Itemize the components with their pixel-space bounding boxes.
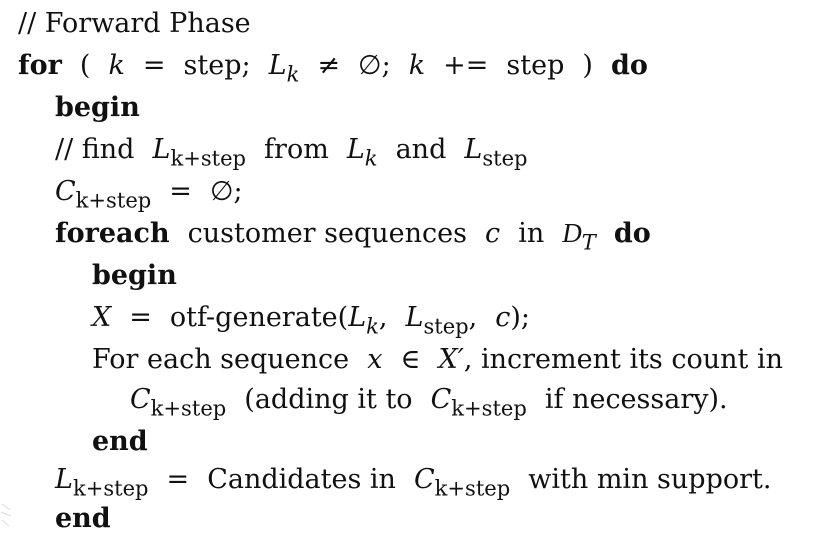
var-L: L bbox=[55, 464, 73, 495]
subscript-step: step bbox=[423, 313, 469, 339]
step-word: step bbox=[183, 50, 242, 81]
subscript-k-plus-step: k+step bbox=[75, 187, 152, 213]
var-C: C bbox=[430, 384, 452, 415]
line-comment-forward-phase bbox=[18, 10, 251, 37]
for-keyword: for bbox=[18, 50, 62, 81]
begin-keyword: begin bbox=[55, 92, 140, 123]
line-begin-inner bbox=[92, 262, 177, 289]
from-word: from bbox=[264, 134, 329, 165]
line-for-each-sequence bbox=[92, 346, 783, 373]
comma: , bbox=[468, 302, 478, 333]
line-end-inner bbox=[92, 428, 148, 455]
line-end-outer bbox=[55, 505, 111, 532]
customer-sequences-text: customer sequences bbox=[187, 218, 467, 249]
otf-generate-call: otf-generate( bbox=[169, 302, 349, 333]
subscript-k-plus-step: k+step bbox=[150, 395, 227, 421]
var-D: D bbox=[562, 218, 582, 248]
var-k: k bbox=[108, 50, 125, 81]
semicolon: ; bbox=[233, 176, 243, 207]
if-necessary-text: if necessary). bbox=[544, 384, 728, 415]
line-candidates bbox=[55, 464, 772, 501]
line-otf-generate bbox=[92, 302, 531, 339]
foreach-keyword: foreach bbox=[55, 218, 170, 249]
sub-k: k bbox=[364, 145, 378, 171]
adding-text: (adding it to bbox=[244, 384, 413, 415]
for-open-paren: ( bbox=[79, 50, 91, 81]
var-C: C bbox=[55, 176, 76, 207]
and-word: and bbox=[395, 134, 447, 165]
scan-artifact-mark bbox=[0, 500, 14, 530]
subscript-k-plus-step: k+step bbox=[434, 475, 511, 501]
var-x: x bbox=[367, 344, 383, 375]
var-C: C bbox=[413, 464, 435, 495]
var-L: L bbox=[405, 302, 424, 333]
not-equal-sign: ≠ bbox=[317, 50, 340, 81]
var-c: c bbox=[495, 302, 511, 333]
comment-find: // find bbox=[55, 134, 135, 165]
var-L: L bbox=[464, 134, 483, 165]
line-begin-outer bbox=[55, 94, 140, 121]
equals-sign: = bbox=[142, 50, 166, 81]
subscript-k-plus-step: k+step bbox=[451, 395, 527, 421]
element-of-symbol: ∈ bbox=[400, 344, 421, 375]
var-L: L bbox=[152, 134, 171, 165]
with-min-support-text: with min support. bbox=[528, 464, 772, 495]
subscript-step: step bbox=[482, 145, 528, 171]
line-comment-find bbox=[55, 134, 528, 171]
candidates-in-text: Candidates in bbox=[207, 464, 396, 495]
increment-text: , increment its count in bbox=[463, 344, 783, 375]
end-keyword: end bbox=[92, 426, 148, 457]
semicolon: ; bbox=[381, 50, 391, 81]
line-foreach bbox=[55, 218, 651, 255]
equals-sign: = bbox=[166, 464, 190, 495]
var-k: k bbox=[408, 50, 426, 81]
sub-T: T bbox=[581, 229, 596, 255]
close-paren-semicolon: ); bbox=[510, 302, 531, 333]
semicolon: ; bbox=[241, 50, 251, 81]
var-C: C bbox=[130, 384, 151, 415]
equals-sign: = bbox=[169, 176, 192, 207]
for-close-paren: ) bbox=[582, 50, 593, 81]
empty-set-symbol: ∅ bbox=[209, 176, 234, 207]
in-word: in bbox=[518, 218, 545, 249]
sub-k: k bbox=[366, 313, 379, 339]
equals-sign: = bbox=[129, 302, 152, 333]
comment-forward-phase: // Forward Phase bbox=[18, 8, 251, 39]
subscript-k-plus-step: k+step bbox=[72, 475, 149, 501]
var-L: L bbox=[348, 302, 367, 333]
sub-k: k bbox=[286, 61, 300, 87]
do-keyword: do bbox=[610, 50, 648, 81]
line-for-loop bbox=[18, 50, 648, 87]
for-each-sequence-text: For each sequence bbox=[92, 344, 350, 375]
line-adding bbox=[130, 384, 728, 421]
step-word: step bbox=[506, 50, 565, 81]
empty-set-symbol: ∅ bbox=[358, 50, 382, 81]
var-c: c bbox=[485, 218, 501, 249]
plus-equals-sign: += bbox=[443, 50, 489, 81]
begin-keyword: begin bbox=[92, 260, 177, 291]
var-L: L bbox=[346, 134, 365, 165]
subscript-k-plus-step: k+step bbox=[170, 145, 247, 171]
do-keyword: do bbox=[613, 218, 651, 249]
var-X: X bbox=[92, 302, 112, 333]
comma: , bbox=[378, 302, 388, 333]
var-X-prime: X′ bbox=[438, 344, 464, 375]
var-L: L bbox=[268, 50, 287, 81]
end-keyword: end bbox=[55, 503, 111, 534]
line-init-C bbox=[55, 176, 243, 213]
